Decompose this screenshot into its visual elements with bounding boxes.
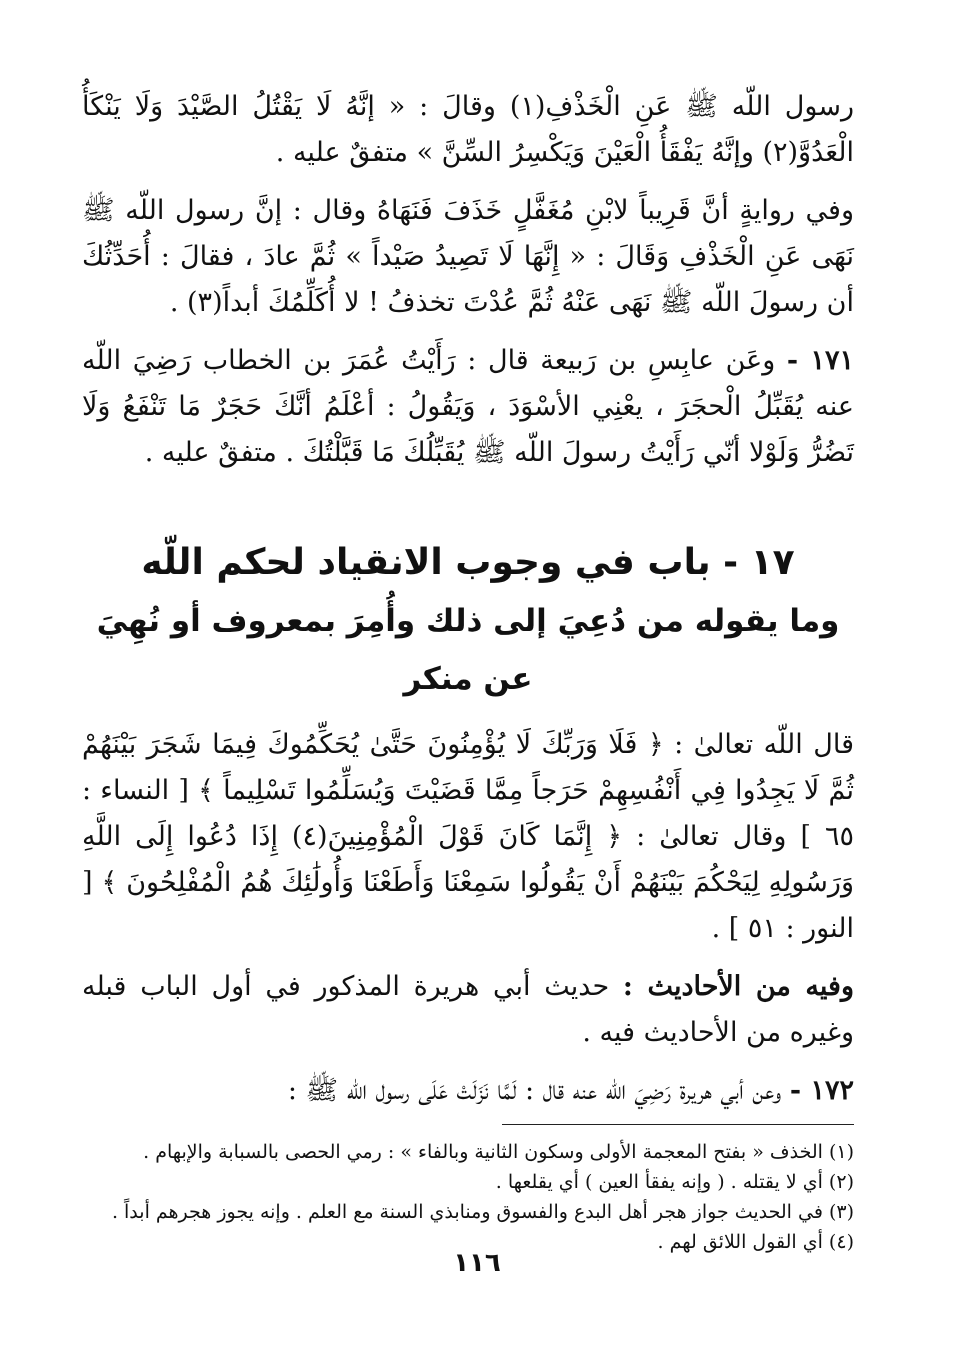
hadith-171-text: وعَن عابِسِ بن رَبيعة قال : رَأَيْتُ عُمَرَ بن الخطاب رَضِيَ اللّه عنه يُقَبِّلُ الْحجَرَ ، يعْنِي الأسْوَدَ ، وَيَقُولُ : أعْلَمُ أنَّكَ حَجَرٌ مَا تَنْفَعُ وَلَا تَضُرُّ وَلَوْلا أنّي رَأَيْتُ رسولَ اللّه ﷺ يُقَبِّلُكَ مَا قَبَّلْتُكَ . متفقٌ عليه . [82, 345, 854, 468]
chapter-heading [82, 534, 854, 708]
footnotes-list [82, 1137, 854, 1257]
ahadith-note-text: حديث أبي هريرة المذكور في أول الباب قبله وغيره من الأحاديث فيه . [82, 971, 854, 1048]
hadith-171 [82, 338, 854, 476]
para-intro [82, 84, 854, 176]
footnote-2: (٢) أي لا يقتله . ( وإنه يفقأ العين ) أي يقلعها . [495, 1171, 854, 1193]
hadith-172-paragraph [82, 1068, 854, 1114]
para-riwaya-text: وفي روايةٍ أنَّ قَرِيباً لابْنِ مُغَفَّلٍ خَذَفَ فَنَهَاهُ وقال : إنَّ رسول اللّه ﷺ نَهَى عَنِ الْخَذْفِ وَقَالَ : « إِنَّهَا لَا تَصِيدُ صَيْداً » ثُمَّ عادَ ، فقالَ : أُحَدِّثُكَ أن رسولَ اللّه ﷺ نَهَى عَنْهُ ثُمَّ عُدْتَ تخذفُ ! لا أُكَلِّمُكَ أبداً(٣) . [82, 195, 854, 318]
hadith-172-number: ١٧٢ - [789, 1075, 854, 1106]
hadith-172 [82, 1068, 854, 1114]
footnote-4: (٤) أي القول اللائق لهم . [657, 1231, 854, 1253]
ahadith-note-lead: وفيه من الأحاديث : [622, 971, 854, 1002]
quran-verses-text: قال اللّه تعالىٰ : ﴿ فَلَا وَرَبِّكَ لَا يُؤْمِنُونَ حَتَّىٰ يُحَكِّمُوكَ فِيمَا شَجَرَ بَيْنَهُمْ ثُمَّ لَا يَجِدُوا فِي أَنْفُسِهِمْ حَرَجاً مِمَّا قَضَيْتَ وَيُسَلِّمُوا تَسْلِيماً ﴾ [ النساء : ٦٥ ] وقال تعالىٰ : ﴿ إِنَّمَا كَانَ قَوْلَ الْمُؤْمِنِينَ(٤) إِذَا دُعُوا إِلَى اللَّهِ وَرَسُولِهِ لِيَحْكُمَ بَيْنَهُمْ أَنْ يَقُولُوا سَمِعْنَا وَأَطَعْنَا وَأُولَٰئِكَ هُمُ الْمُفْلِحُونَ ﴾ [ النور : ٥١ ] . [82, 729, 855, 944]
hadith-172-text: وعن أبي هريرة رَضِيَ اللّه عنه قال : لَمَّا نَزَلَتْ عَلَى رسول اللّه ﷺ : [287, 1075, 782, 1106]
footnote-3: (٣) في الحديث جواز هجر أهل البدع والفسوق ومنابذي السنة مع العلم . وإنه يجوز هجرهم أبداً . [111, 1201, 854, 1223]
footnote-divider [502, 1124, 854, 1125]
para-riwaya [82, 188, 854, 326]
hadith-171-paragraph [82, 338, 854, 476]
para-intro-text: رسول اللّه ﷺ عَنِ الْخَذْفِ(١) وقالَ : « إنَّهُ لَا يَقْتُلُ الصَّيْدَ وَلَا يَنْكَأُ الْعَدُوَّ(٢) وإنَّهُ يَفْقَأُ الْعَيْنَ وَيَكْسِرُ السِّنَّ » متفقٌ عليه . [82, 91, 854, 168]
footnote-1: (١) الخذف « بفتح المعجمة الأولى وسكون الثانية وبالفاء » : رمي الحصى بالسبابة والإبهام . [143, 1141, 854, 1163]
ahadith-note-paragraph [82, 964, 854, 1056]
quran-verses [82, 722, 854, 952]
ahadith-note [82, 964, 854, 1056]
hadith-171-number: ١٧١ - [786, 345, 854, 376]
chapter-title: ١٧ - باب في وجوب الانقياد لحكم اللّه [141, 542, 795, 583]
chapter-subtitle: وما يقوله من دُعِيَ إلى ذلك وأُمِرَ بمعروف أو نُهِيَ عن منكر [96, 603, 840, 697]
page-number: ١١٦ [453, 1248, 501, 1278]
